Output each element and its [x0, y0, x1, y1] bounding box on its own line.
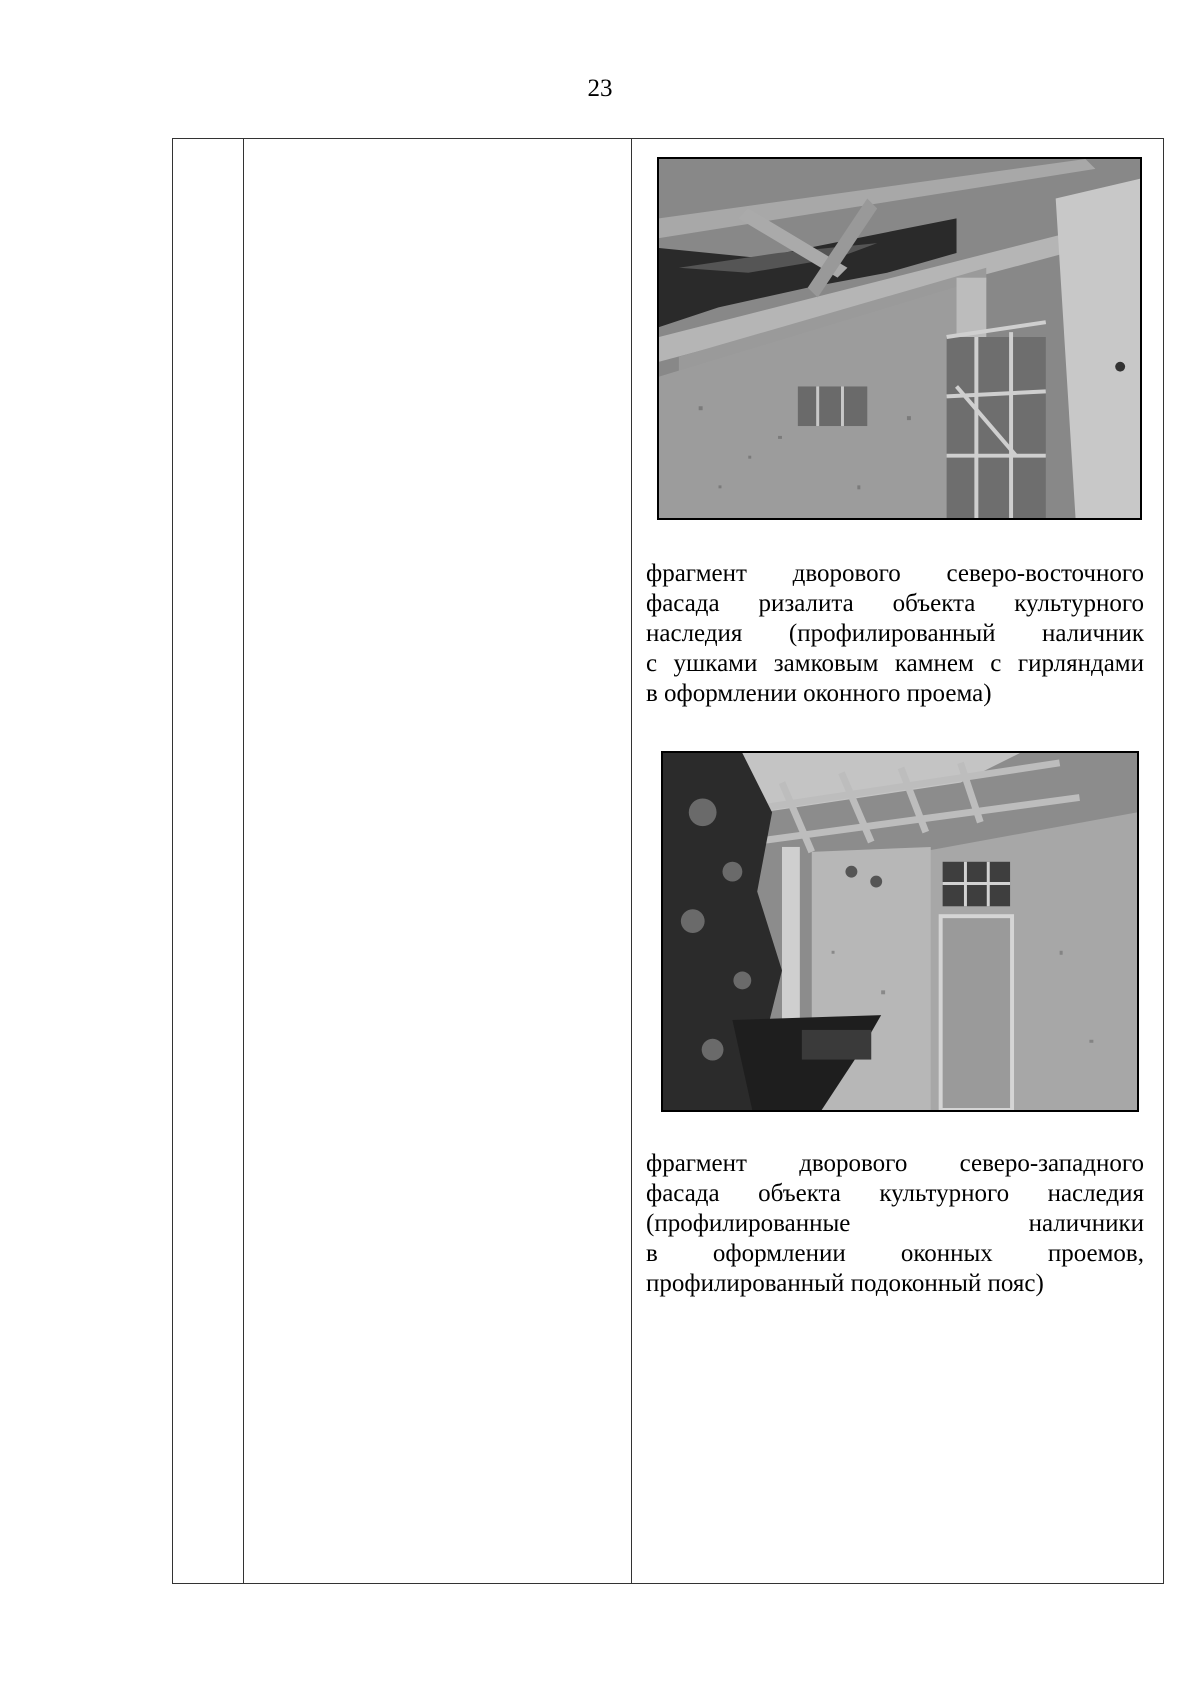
caption-line: в оформлении оконных проемов, [646, 1240, 1144, 1267]
caption-line: фрагмент дворового северо-восточного [646, 560, 1144, 587]
caption-line: (профилированные наличники [646, 1210, 1144, 1237]
table-column-divider [631, 139, 632, 1583]
document-table [172, 138, 1164, 1584]
northwest-facade-photo [661, 751, 1139, 1112]
table-column-divider [243, 139, 244, 1583]
caption-line: фрагмент дворового северо-западного [646, 1150, 1144, 1177]
photo-cell [633, 139, 1163, 1583]
caption-line: наследия (профилированный наличник [646, 620, 1144, 647]
caption-line: фасада объекта культурного наследия [646, 1180, 1144, 1207]
caption-line: фасада ризалита объекта культурного [646, 590, 1144, 617]
photo-2-caption [646, 1149, 1144, 1299]
page-number: 23 [587, 75, 613, 102]
caption-line: в оформлении оконного проема) [646, 680, 992, 707]
photo-1-caption [646, 559, 1144, 709]
caption-line: с ушками замковым камнем с гирляндами [646, 650, 1144, 677]
northeast-facade-photo [657, 157, 1142, 520]
caption-line: профилированный подоконный пояс) [646, 1270, 1044, 1297]
